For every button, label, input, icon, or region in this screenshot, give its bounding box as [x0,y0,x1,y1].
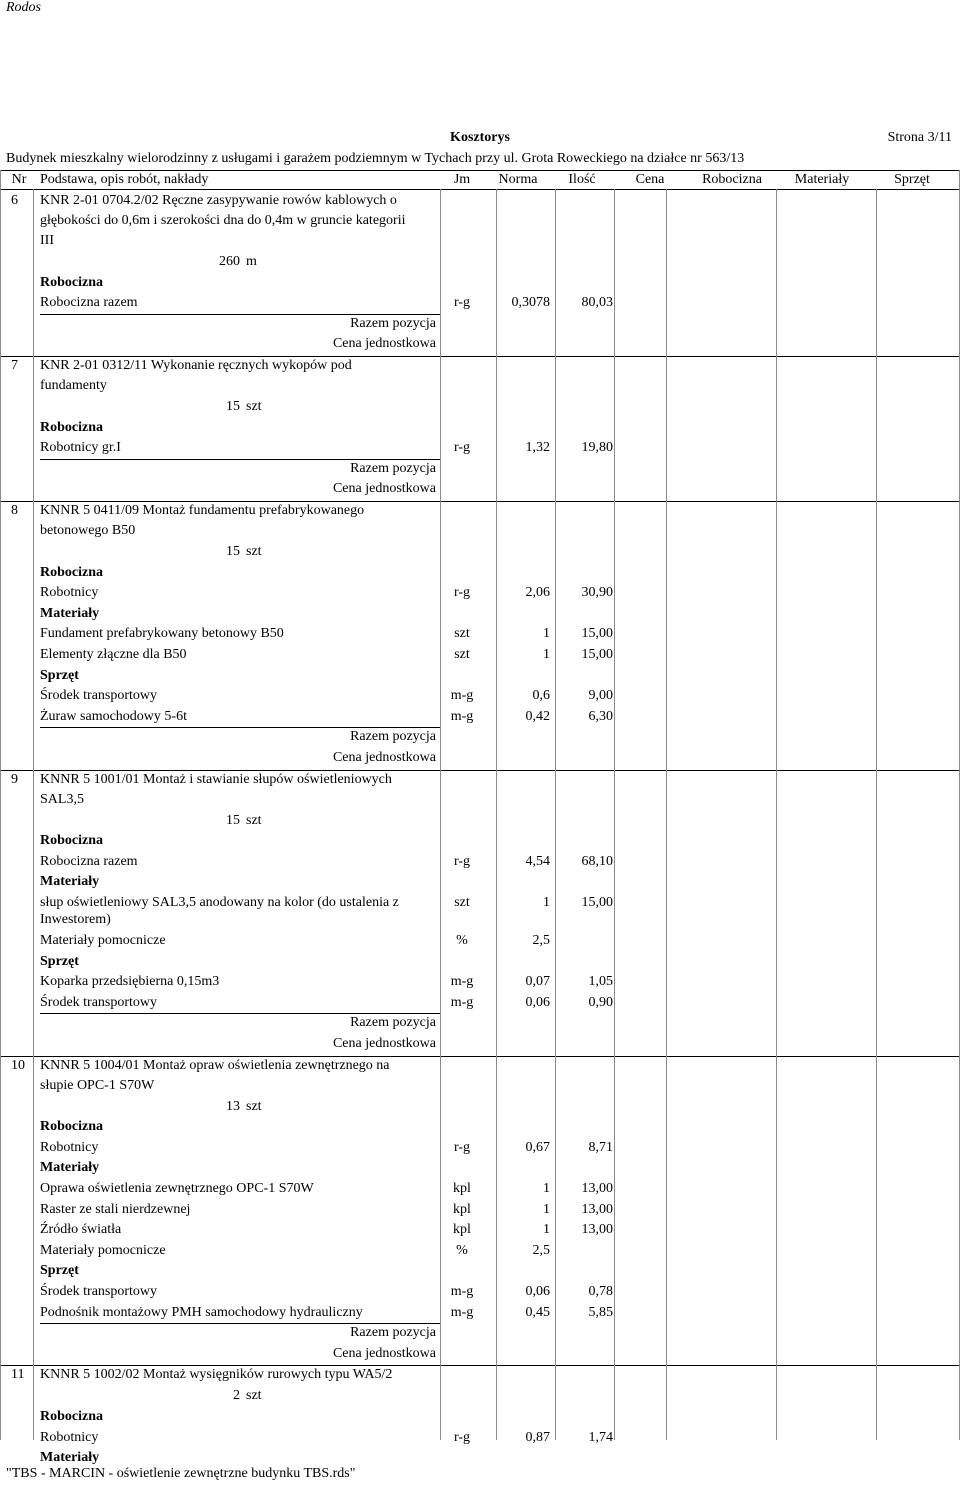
resource-price: 0,90 [588,994,613,1010]
section-label: Sprzęt [40,1263,79,1279]
resource-price: 15,00 [581,647,613,662]
resource-price: 13,00 [581,1222,613,1238]
resource-norm: 0,45 [525,1304,550,1320]
column-header: Robocizna [702,172,762,187]
resource-unit: r-g [453,1139,471,1155]
column-header: Sprzęt [894,172,930,187]
resource-unit: szt [454,626,470,642]
item-number: 6 [11,193,18,208]
column-header: Ilość [568,172,596,187]
file-footer: "TBS - MARCIN - oświetlenie zewnętrzne budynku TBS.rds" [6,1466,356,1481]
column-header: Materiały [794,172,850,187]
resource-unit: m-g [450,688,474,704]
item-unit: szt [246,1388,262,1404]
unit-price-label: Cena jednostkowa [332,750,436,765]
resource-name: Robocizna razem [40,853,138,869]
item-separator [0,1365,960,1366]
resource-norm: 1,32 [525,440,550,456]
item-description: KNNR 5 1004/01 Montaż opraw oświetlenia zewnętrznego na [40,1057,390,1073]
resource-norm: 1 [543,1181,550,1196]
resource-name: Inwestorem) [40,912,111,927]
resource-name: Oprawa oświetlenia zewnętrznego OPC-1 S70W [40,1181,314,1196]
position-total-label: Razem pozycja [350,1325,436,1341]
resource-norm: 4,54 [525,853,550,869]
resource-price: 6,30 [588,708,613,724]
item-number: 9 [11,771,18,787]
item-description: głębokości do 0,6m i szerokości dna do 0,4m w gruncie kategorii [40,213,406,228]
item-unit: szt [246,544,262,559]
item-quantity: 2 [233,1388,240,1404]
item-description: KNNR 5 1001/01 Montaż i stawianie słupów oświetleniowych [40,771,392,787]
section-label: Materiały [40,874,100,890]
page-number: Strona 3/11 [887,130,952,145]
resource-name: słup oświetleniowy SAL3,5 anodowany na kolor (do ustalenia z [40,895,399,910]
project-title: Budynek mieszkalny wielorodzinny z usługami i garażem podziemnym w Tychach przy ul. Grota Roweckiego na działce nr 563/13 [6,151,745,166]
item-description: III [40,233,54,248]
resource-name: Koparka przedsiębierna 0,15m3 [40,974,220,990]
position-total-label: Razem pozycja [350,315,436,331]
resource-unit: r-g [453,295,471,311]
section-label: Robocizna [40,564,103,580]
unit-price-label: Cena jednostkowa [332,336,436,352]
table-left-border [0,170,1,1440]
item-description: KNR 2-01 0704.2/02 Ręczne zasypywanie rowów kablowych o [40,193,397,208]
item-separator [0,501,960,502]
column-divider [440,189,441,1440]
resource-price: 0,78 [588,1284,613,1299]
item-unit: szt [246,399,262,414]
resource-name: Robotnicy [40,1139,99,1155]
resource-name: Robocizna razem [40,295,138,311]
resource-unit: % [456,1242,468,1258]
item-description: fundamenty [40,378,107,393]
column-divider [614,189,615,1440]
resource-price: 9,00 [588,688,613,704]
column-divider [555,189,556,1440]
column-header: Jm [453,172,471,187]
resource-price: 1,74 [588,1429,613,1445]
resource-unit: m-g [450,1284,474,1299]
resource-norm: 0,06 [525,1284,550,1299]
resource-norm: 1 [543,1201,550,1217]
resource-name: Źródło światła [40,1222,122,1238]
resource-name: Materiały pomocnicze [40,1242,166,1258]
resource-price: 8,71 [588,1139,613,1155]
item-description: słupie OPC-1 S70W [40,1077,155,1093]
item-description: SAL3,5 [40,791,84,807]
column-divider [496,189,497,1440]
resource-norm: 2,06 [525,585,550,601]
column-header: Nr [11,172,27,187]
resource-norm: 0,3078 [511,295,550,311]
item-description: KNNR 5 0411/09 Montaż fundamentu prefabrykowanego [40,503,365,518]
subtotal-rule [40,727,440,728]
resource-unit: szt [454,895,470,910]
subtotal-rule [40,1013,440,1014]
section-label: Materiały [40,1160,100,1176]
column-divider [33,189,34,1440]
section-label: Sprzęt [40,953,79,969]
resource-norm: 0,07 [525,974,550,990]
item-quantity: 15 [226,544,240,559]
resource-price: 1,05 [588,974,613,990]
resource-unit: r-g [453,853,471,869]
column-divider [776,189,777,1440]
column-divider [876,189,877,1440]
header-bottom-rule [0,189,960,190]
resource-norm: 0,6 [532,688,550,704]
resource-unit: m-g [450,974,474,990]
resource-price: 13,00 [581,1201,613,1217]
resource-norm: 1 [543,626,550,642]
section-label: Sprzęt [40,667,79,683]
resource-price: 5,85 [588,1304,613,1320]
position-total-label: Razem pozycja [350,729,436,745]
item-number: 8 [11,503,18,518]
unit-price-label: Cena jednostkowa [332,481,436,497]
unit-price-label: Cena jednostkowa [332,1345,436,1361]
column-divider [666,189,667,1440]
section-label: Materiały [40,605,100,621]
item-number: 10 [11,1057,25,1073]
unit-price-label: Cena jednostkowa [332,1036,436,1051]
resource-norm: 0,87 [525,1429,550,1445]
resource-norm: 1 [543,647,550,662]
resource-price: 19,80 [581,440,613,456]
resource-unit: % [456,933,468,948]
resource-name: Żuraw samochodowy 5-6t [40,708,187,724]
section-label: Robocizna [40,419,103,435]
resource-price: 13,00 [581,1181,613,1196]
item-description: KNNR 5 1002/02 Montaż wysięgników rurowych typu WA5/2 [40,1367,393,1383]
resource-norm: 2,5 [532,1242,550,1258]
resource-name: Elementy złączne dla B50 [40,647,187,662]
section-label: Robocizna [40,1119,103,1135]
item-quantity: 15 [226,399,240,414]
header-top-rule [0,170,960,171]
item-description: KNR 2-01 0312/11 Wykonanie ręcznych wykopów pod [40,358,352,373]
resource-unit: r-g [453,1429,471,1445]
section-label: Robocizna [40,833,103,849]
item-quantity: 13 [226,1098,240,1114]
resource-unit: r-g [453,440,471,456]
resource-norm: 1 [543,895,550,910]
resource-price: 30,90 [581,585,613,601]
section-label: Materiały [40,1450,100,1466]
resource-name: Fundament prefabrykowany betonowy B50 [40,626,284,642]
item-description: betonowego B50 [40,523,136,538]
document-title: Kosztorys [450,130,510,145]
item-number: 11 [11,1367,25,1383]
resource-unit: m-g [450,708,474,724]
item-separator [0,356,960,357]
section-label: Robocizna [40,1409,103,1424]
position-total-label: Razem pozycja [350,1015,436,1031]
resource-name: Środek transportowy [40,688,158,704]
item-unit: szt [246,1098,262,1114]
resource-name: Środek transportowy [40,994,158,1010]
section-label: Robocizna [40,274,103,290]
position-total-label: Razem pozycja [350,460,436,476]
subtotal-rule [40,1323,440,1324]
resource-name: Raster ze stali nierdzewnej [40,1201,191,1217]
resource-price: 68,10 [581,853,613,869]
resource-unit: szt [454,647,470,662]
column-header: Cena [635,172,665,187]
resource-norm: 0,06 [525,994,550,1010]
resource-name: Robotnicy [40,1429,99,1445]
resource-price: 80,03 [581,295,613,311]
resource-name: Materiały pomocnicze [40,933,166,948]
resource-unit: m-g [450,994,474,1010]
resource-unit: r-g [453,585,471,601]
app-title: Rodos [6,0,41,15]
resource-norm: 0,67 [525,1139,550,1155]
resource-unit: kpl [453,1222,471,1238]
resource-price: 15,00 [581,895,613,910]
item-unit: m [246,254,257,269]
resource-unit: m-g [450,1304,474,1320]
column-header: Podstawa, opis robót, nakłady [40,172,209,187]
resource-price: 15,00 [581,626,613,642]
column-header: Norma [498,172,538,187]
resource-norm: 0,42 [525,708,550,724]
item-unit: szt [246,812,262,828]
item-number: 7 [11,358,18,373]
resource-norm: 2,5 [532,933,550,948]
resource-norm: 1 [543,1222,550,1238]
resource-unit: kpl [453,1201,471,1217]
item-quantity: 15 [226,812,240,828]
resource-name: Środek transportowy [40,1284,158,1299]
resource-name: Robotnicy gr.I [40,440,121,456]
item-quantity: 260 [219,254,240,269]
resource-name: Robotnicy [40,585,99,601]
resource-unit: kpl [453,1181,471,1196]
resource-name: Podnośnik montażowy PMH samochodowy hydrauliczny [40,1304,363,1320]
